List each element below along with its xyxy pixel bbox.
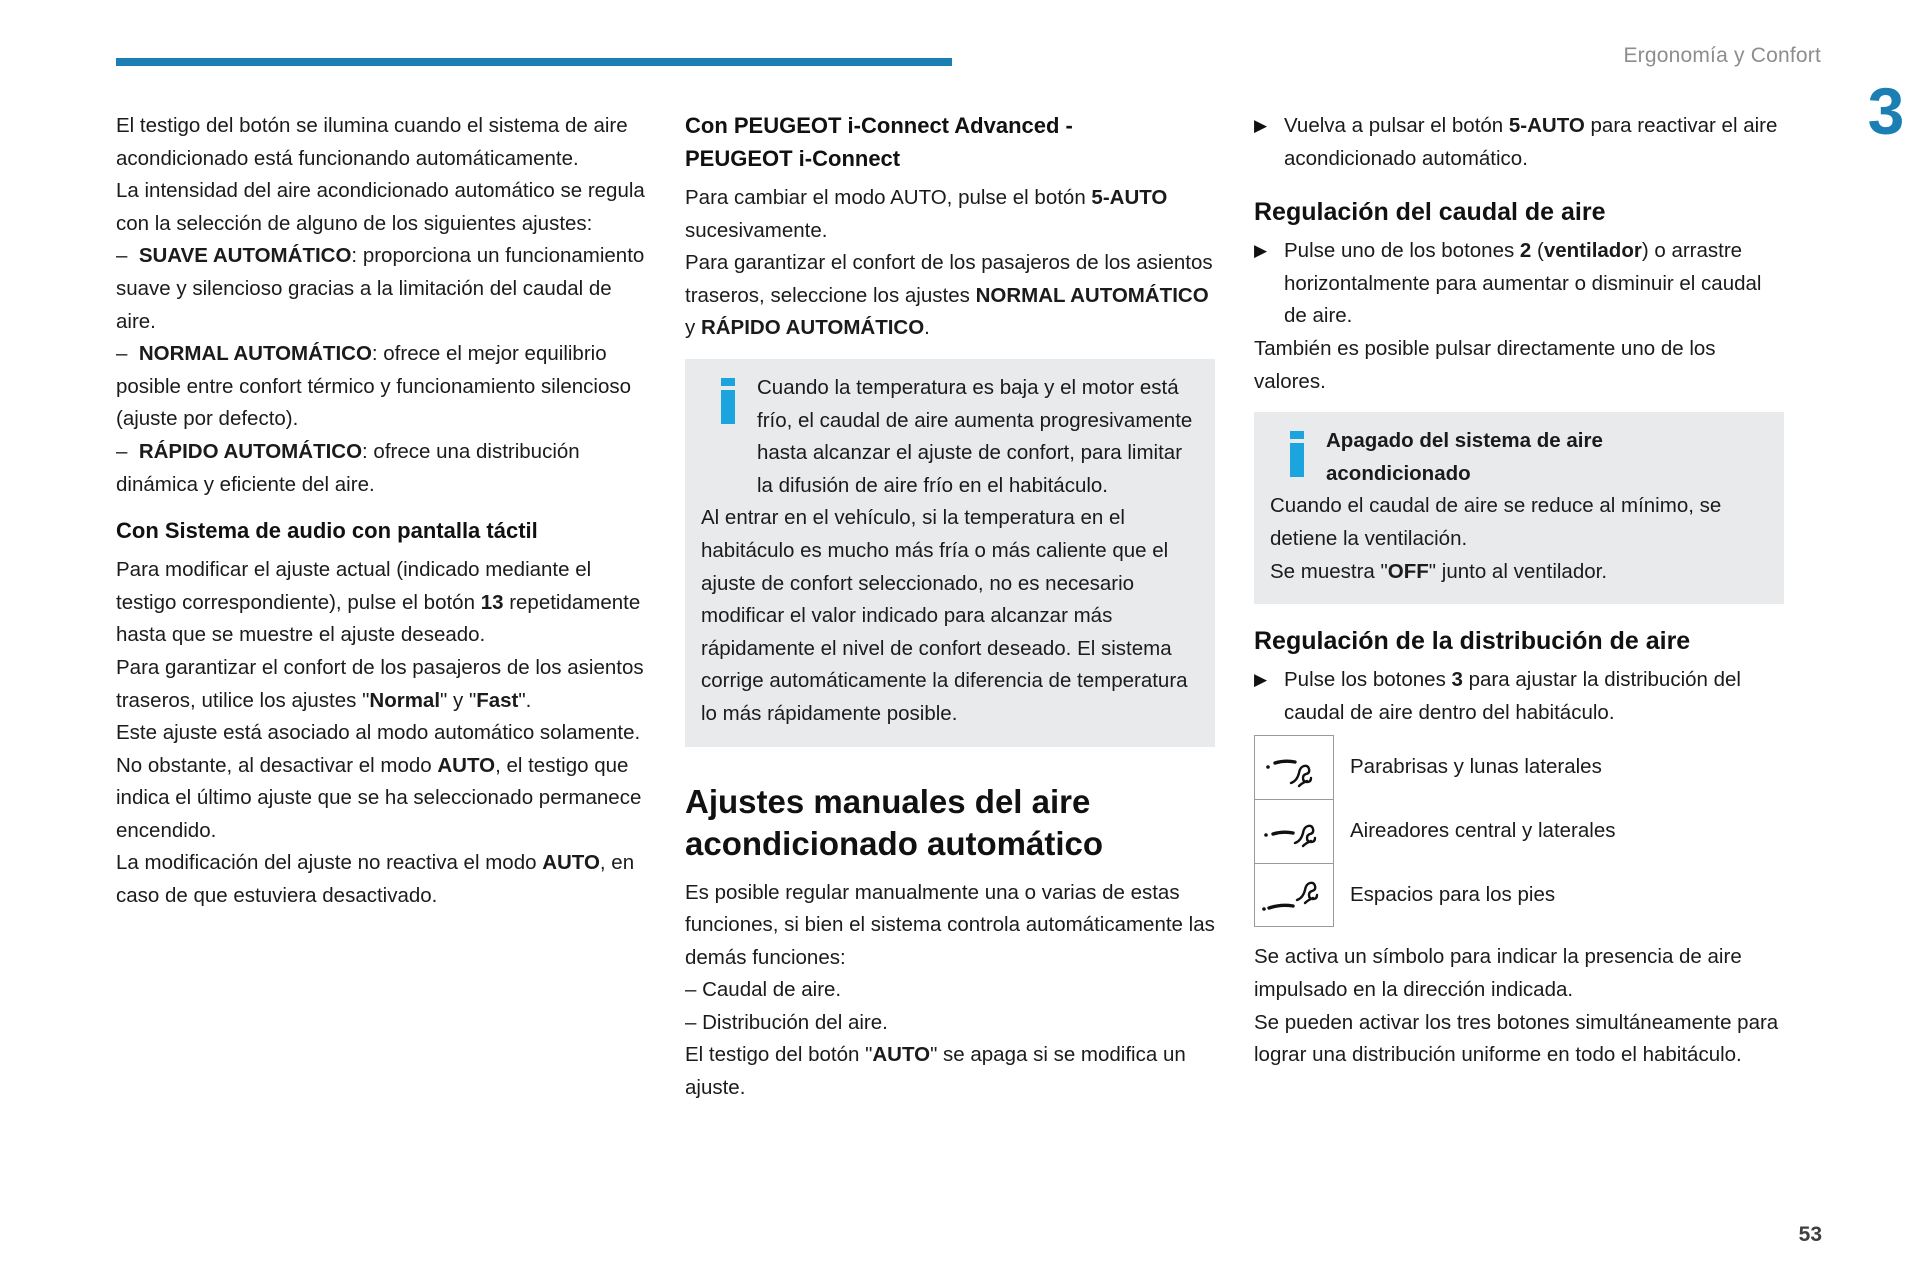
- paragraph-change-auto-mode: [685, 182, 1215, 247]
- setting-normal: Normal: [369, 688, 441, 712]
- airflow-label: Espacios para los pies: [1350, 883, 1556, 907]
- paragraph-manual-intro: Es posible regular manualmente una o varias de estas funciones, si bien el sistema controla automáticamente las demás funciones:: [685, 880, 1215, 969]
- text-run: sucesivamente.: [685, 218, 828, 242]
- heading-iconnect-line2: PEUGEOT i-Connect: [685, 146, 901, 171]
- triangle-bullet-icon: ▶: [1254, 241, 1268, 261]
- text-run: ".: [518, 688, 532, 712]
- mode-desc-rapido: : ofrece una distribución dinámica y eficiente del aire.: [116, 439, 580, 496]
- dash-marker: –: [116, 439, 128, 463]
- paragraph-modify-setting: [116, 554, 646, 652]
- text-run: Se muestra ": [1270, 559, 1388, 583]
- instruction-press-distribution-buttons: [1254, 664, 1784, 729]
- text-run: " se apaga si se modifica un ajuste.: [685, 1043, 1186, 1100]
- info-box-temperature: [685, 359, 1215, 747]
- list-item-caudal: – Caudal de aire.: [685, 978, 842, 1002]
- mode-desc-suave: : proporciona un funcionamiento suave y silencioso gracias a la limitación del caudal de aire.: [116, 244, 645, 333]
- dash-marker: –: [116, 244, 128, 268]
- mode-auto-ref: AUTO: [437, 753, 496, 777]
- button-ref-5-auto: 5-AUTO: [1508, 114, 1585, 137]
- heading-airflow-regulation: Regulación del caudal de aire: [1254, 198, 1606, 227]
- info-icon: [711, 372, 745, 424]
- paragraph-intensity: La intensidad del aire acondicionado automático se regula con la selección de alguno de los siguientes ajustes:: [116, 179, 645, 235]
- text-run: El testigo del botón ": [685, 1043, 873, 1067]
- text-run: " y ": [440, 688, 477, 712]
- text-run: repetidamente hasta que se muestre el ajuste deseado.: [116, 590, 641, 647]
- airflow-central-vents-icon: [1254, 799, 1334, 863]
- paragraph-rear-comfort: [116, 652, 646, 717]
- dash-marker: –: [116, 342, 128, 366]
- table-row: [1254, 735, 1784, 799]
- text-run: Para cambiar el modo AUTO, pulse el botón: [685, 186, 1092, 209]
- text-run: Pulse uno de los botones: [1284, 239, 1520, 263]
- text-run: La modificación del ajuste no reactiva el modo: [116, 851, 543, 875]
- text-run: Para modificar el ajuste actual (indicado mediante el testigo correspondiente), pulse el botón: [116, 558, 592, 614]
- paragraph-three-buttons: Se pueden activar los tres botones simultáneamente para lograr una distribución uniforme en todo el habitáculo.: [1254, 1010, 1779, 1067]
- paragraph-auto-mode-note: [116, 717, 646, 847]
- paragraph-indicator-auto: El testigo del botón se ilumina cuando el sistema de aire acondicionado está funcionando automáticamente.: [116, 114, 628, 170]
- mode-desc-normal: : ofrece el mejor equilibrio posible entre confort térmico y funcionamiento silencioso (ajuste por defecto).: [116, 342, 632, 431]
- airflow-footwell-icon: [1254, 863, 1334, 927]
- info-box-text-2: [1270, 556, 1768, 589]
- display-value-off: OFF: [1387, 559, 1429, 583]
- button-ref-2: 2: [1519, 239, 1532, 263]
- instruction-text: [1284, 664, 1784, 729]
- text-run: para reactivar el aire acondicionado automático.: [1284, 114, 1778, 170]
- button-ref-auto: AUTO: [872, 1043, 931, 1067]
- info-box-text-1: Cuando el caudal de aire se reduce al mínimo, se detiene la ventilación.: [1270, 494, 1722, 550]
- airflow-label: Parabrisas y lunas laterales: [1350, 755, 1602, 779]
- text-run: Para garantizar el confort de los pasajeros de los asientos traseros, utilice los ajustes ": [116, 655, 644, 712]
- text-run: Vuelva a pulsar el botón: [1284, 114, 1509, 137]
- heading-manual-settings: Ajustes manuales del aire acondicionado automático: [685, 782, 1104, 862]
- text-run: , el testigo que indica el último ajuste que se ha seleccionado permanece encendido.: [116, 753, 642, 842]
- text-run: y: [685, 316, 701, 340]
- page-number: 53: [1798, 1223, 1822, 1246]
- setting-rapido-automatico: RÁPIDO AUTOMÁTICO: [700, 316, 925, 340]
- table-row: [1254, 863, 1784, 927]
- info-box-title: [1326, 425, 1768, 490]
- triangle-bullet-icon: ▶: [1254, 670, 1268, 690]
- text-run: ) o arrastre horizontalmente para aumentar o disminuir el caudal de aire.: [1284, 239, 1762, 328]
- text-run: Para garantizar el confort de los pasajeros de los asientos traseros, seleccione los ajustes: [685, 251, 1213, 307]
- info-box-text-2: Al entrar en el vehículo, si la temperatura en el habitáculo es mucho más fría o más caliente que el ajuste de confort seleccionado, no es necesario modificar el valor indicado para alcanzar más rápidamente el nivel de confort deseado. El sistema corrige automáticamente la diferencia de temperatura lo más rápidamente posible.: [701, 506, 1188, 725]
- heading-air-distribution: Regulación de la distribución de aire: [1254, 627, 1691, 656]
- paragraph-auto-indicator-off: [685, 1039, 1215, 1104]
- column-1: [116, 110, 646, 1220]
- header-accent-rule: [116, 58, 952, 66]
- list-item-rapido: [116, 436, 646, 501]
- chapter-number: 3: [1867, 74, 1905, 148]
- info-box-text-1: Cuando la temperatura es baja y el motor está frío, el caudal de aire aumenta progresivamente hasta alcanzar el ajuste de confort, para limitar la difusión de aire frío en el habitáculo.: [757, 375, 1193, 497]
- page-columns: [0, 110, 1920, 1220]
- triangle-bullet-icon: ▶: [1254, 116, 1268, 135]
- mode-auto-ref: AUTO: [542, 851, 600, 875]
- button-label-ventilador: ventilador: [1543, 239, 1642, 263]
- button-ref-3: 3: [1451, 668, 1463, 692]
- airflow-direction-table: [1254, 735, 1784, 927]
- info-title-line2: acondicionado: [1326, 461, 1471, 485]
- text-run: para ajustar la distribución del caudal de aire dentro del habitáculo.: [1284, 668, 1741, 724]
- table-row: [1254, 799, 1784, 863]
- text-run: " junto al ventilador.: [1428, 559, 1608, 583]
- text-run: Pulse los botones: [1284, 668, 1452, 692]
- section-title: Ergonomía y Confort: [1623, 44, 1821, 67]
- text-run: , en caso de que estuviera desactivado.: [116, 851, 635, 908]
- heading-audio-touchscreen: Con Sistema de audio con pantalla táctil: [116, 518, 538, 544]
- button-ref-13: 13: [480, 590, 504, 614]
- paragraph-rear-passenger-settings: [685, 247, 1215, 345]
- info-box-ac-shutdown: [1254, 412, 1784, 604]
- airflow-label: Aireadores central y laterales: [1350, 819, 1616, 843]
- paragraph-symbol-activation: Se activa un símbolo para indicar la presencia de aire impulsado en la dirección indicada.: [1254, 945, 1742, 1001]
- info-title-line1: Apagado del sistema de aire: [1326, 429, 1603, 453]
- mode-name-rapido: RÁPIDO AUTOMÁTICO: [138, 439, 363, 463]
- instruction-press-fan-buttons: [1254, 235, 1784, 333]
- paragraph-auto-not-reactivated: [116, 847, 646, 912]
- paragraph-press-values: También es posible pulsar directamente uno de los valores.: [1254, 336, 1716, 393]
- text-run: Este ajuste está asociado al modo automático solamente. No obstante, al desactivar el modo: [116, 721, 641, 777]
- instruction-text: [1284, 110, 1784, 175]
- list-item-distribucion: – Distribución del aire.: [685, 1010, 888, 1034]
- mode-name-suave: SUAVE AUTOMÁTICO: [138, 244, 352, 268]
- list-item-suave: [116, 240, 646, 338]
- airflow-windscreen-icon: [1254, 735, 1334, 799]
- mode-name-normal: NORMAL AUTOMÁTICO: [138, 342, 372, 366]
- text-run: .: [924, 316, 930, 340]
- list-item-normal: [116, 338, 646, 436]
- column-3: [1254, 110, 1784, 1220]
- button-ref-5-auto: 5-AUTO: [1091, 186, 1168, 209]
- setting-normal-automatico: NORMAL AUTOMÁTICO: [975, 283, 1209, 307]
- instruction-reactivate-auto: [1254, 110, 1784, 175]
- setting-fast: Fast: [476, 688, 519, 712]
- column-2: [685, 110, 1215, 1220]
- text-run: (: [1531, 239, 1544, 263]
- info-icon: [1280, 425, 1314, 477]
- instruction-text: [1284, 235, 1784, 333]
- heading-iconnect-line1: Con PEUGEOT i-Connect Advanced -: [685, 113, 1073, 138]
